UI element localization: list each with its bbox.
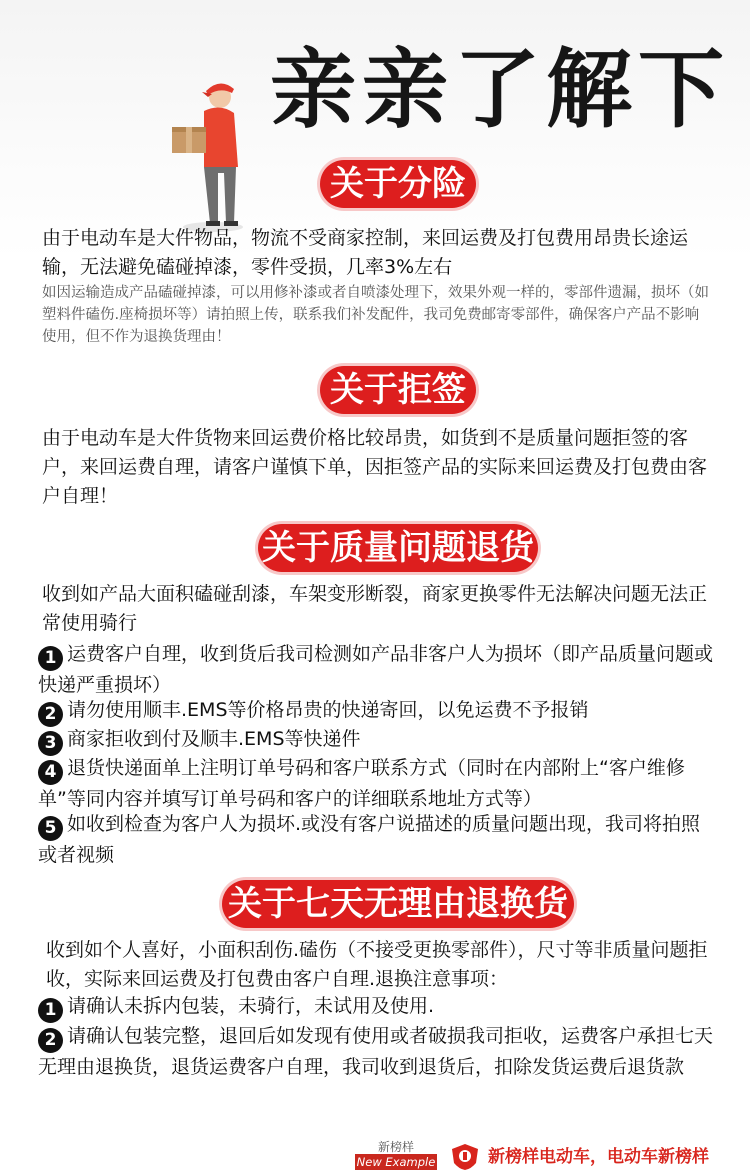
seven-day-item-1 — [38, 992, 718, 1023]
quality-item-5-text: 如收到检查为客户人为损坏.或没有客户说描述的质量问题出现，我司将拍照或者视频 — [38, 813, 701, 866]
seven-day-item-2-text: 请确认包装完整，退回后如发现有使用或者破损我司拒收，运费客户承担七天无理由退换货，退货运费客户自理，我司收到退货后，扣除发货运费后退货款 — [38, 1025, 714, 1078]
risk-note-text: 如因运输造成产品磕碰掉漆，可以用修补漆或者自喷漆处理下，效果外观一样的，零部件遗漏，损坏（如塑料件磕伤.座椅损坏等）请拍照上传，联系我们补发配件，我司免费邮寄零部件，确保客户产品不影响使用，但不作为退换货理由！ — [42, 285, 709, 345]
number-badge-icon: 2 — [38, 702, 63, 727]
seven-day-lead-text: 收到如个人喜好，小面积刮伤.磕伤（不接受更换零部件），尺寸等非质量问题拒收，实际来回运费及打包费由客户自理.退换注意事项： — [46, 939, 708, 990]
page-title: 亲亲了解下 — [270, 40, 730, 140]
number-badge-icon: 1 — [38, 646, 63, 671]
footer-slogan: 新榜样电动车，电动车新榜样 — [488, 1147, 709, 1167]
number-badge-icon: 4 — [38, 760, 63, 785]
brand-logo-en: New Example — [356, 1155, 436, 1169]
quality-item-1 — [38, 640, 718, 699]
refusal-lead-text: 由于电动车是大件货物来回运费价格比较昂贵，如货到不是质量问题拒签的客户，来回运费自理，请客户谨慎下单，因拒签产品的实际来回运费及打包费由客户自理！ — [42, 427, 708, 507]
number-badge-icon: 1 — [38, 998, 63, 1023]
delivery-person-illustration — [168, 75, 258, 235]
enterprise-shield-icon — [450, 1143, 480, 1171]
seven-day-item-1-text: 请确认未拆内包装，未骑行，未试用及使用. — [67, 995, 435, 1017]
risk-lead-text: 由于电动车是大件物品，物流不受商家控制，来回运费及打包费用昂贵长途运输，无法避免磕碰掉漆，零件受损，几率3%左右 — [42, 227, 689, 278]
brand-logo-cn: 新榜样 — [377, 1140, 414, 1154]
quality-item-3-text: 商家拒收到付及顺丰.EMS等快递件 — [67, 728, 361, 750]
quality-lead-text: 收到如产品大面积磕碰刮漆，车架变形断裂，商家更换零件无法解决问题无法正常使用骑行 — [42, 583, 708, 634]
quality-item-4-text: 退货快递面单上注明订单号码和客户联系方式（同时在内部附上“客户维修单”等同内容并填写订单号码和客户的详细联系地址方式等） — [38, 757, 685, 810]
number-badge-icon: 2 — [38, 1028, 63, 1053]
section-heading-seven-day-return: 关于七天无理由退换货 — [222, 880, 574, 928]
section-heading-risk: 关于分险 — [320, 160, 476, 208]
quality-item-2 — [38, 696, 718, 727]
quality-item-4 — [38, 754, 718, 813]
quality-item-2-text: 请勿使用顺丰.EMS等价格昂贵的快递寄回，以免运费不予报销 — [67, 699, 589, 721]
seven-day-item-2 — [38, 1022, 718, 1081]
quality-item-1-text: 运费客户自理，收到货后我司检测如产品非客户人为损坏（即产品质量问题或快递严重损坏） — [38, 643, 714, 696]
quality-item-3 — [38, 725, 718, 756]
number-badge-icon: 3 — [38, 731, 63, 756]
number-badge-icon: 5 — [38, 816, 63, 841]
quality-item-5 — [38, 810, 718, 869]
brand-logo — [355, 1140, 437, 1172]
section-heading-refusal: 关于拒签 — [320, 366, 476, 414]
section-heading-quality-return: 关于质量问题退货 — [258, 524, 538, 572]
